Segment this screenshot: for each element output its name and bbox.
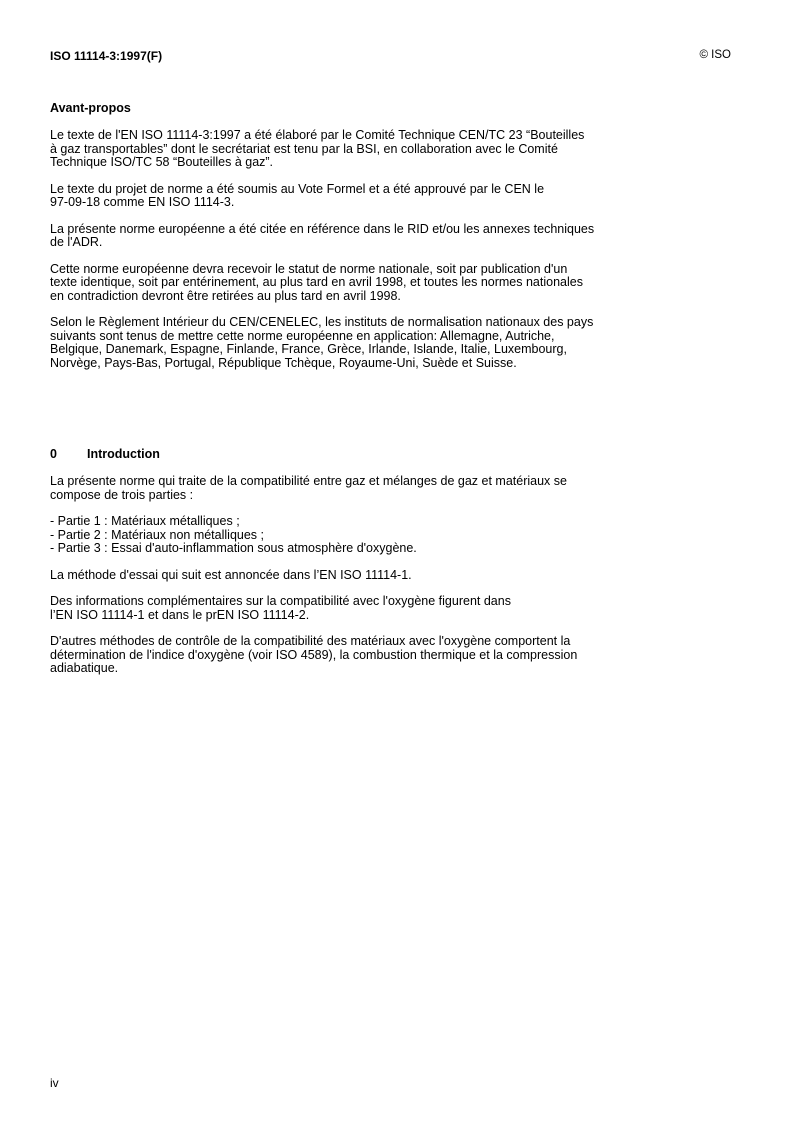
text-line: compose de trois parties :: [50, 487, 194, 502]
text-line: La méthode d'essai qui suit est annoncée dans l’EN ISO 11114-1.: [50, 567, 412, 582]
document-id: ISO 11114-3:1997(F): [50, 49, 163, 63]
text-line: Cette norme européenne devra recevoir le statut de norme nationale, soit par publication d'un: [50, 261, 568, 276]
introduction-paragraph: [50, 475, 750, 502]
text-line: 97-09-18 comme EN ISO 1114-3.: [50, 195, 235, 209]
foreword-paragraph: [50, 316, 750, 370]
text-line: La présente norme qui traite de la compatibilité entre gaz et mélanges de gaz et matériaux se: [50, 474, 567, 488]
text-line: Selon le Règlement Intérieur du CEN/CENELEC, les instituts de normalisation nationaux des pays: [50, 315, 594, 329]
foreword-paragraph: [50, 183, 750, 210]
introduction-heading: [50, 447, 750, 462]
foreword-paragraph: [50, 263, 750, 304]
page-content: [50, 101, 750, 689]
text-line: Des informations complémentaires sur la compatibilité avec l'oxygène figurent dans: [50, 594, 511, 608]
text-line: détermination de l'indice d'oxygène (voir ISO 4589), la combustion thermique et la compression: [50, 647, 578, 662]
text-line: suivants sont tenus de mettre cette norme européenne en application: Allemagne, Autriche,: [50, 328, 555, 343]
introduction-paragraph: [50, 595, 750, 622]
text-line: de l'ADR.: [50, 235, 103, 249]
text-line: à gaz transportables” dont le secrétariat est tenu par la BSI, en collaboration avec le Comité: [50, 141, 558, 156]
section-number: 0: [50, 447, 57, 461]
text-line: D'autres méthodes de contrôle de la compatibilité des matériaux avec l'oxygène comportent la: [50, 634, 571, 648]
copyright-notice: © ISO: [699, 49, 731, 61]
text-line: en contradiction devront être retirées au plus tard en avril 1998.: [50, 288, 401, 303]
foreword-paragraph: [50, 223, 750, 250]
text-line: Belgique, Danemark, Espagne, Finlande, France, Grèce, Irlande, Islande, Italie, Luxembourg,: [50, 342, 567, 356]
foreword-paragraph: [50, 129, 750, 170]
section-title: Introduction: [87, 447, 160, 461]
text-line: texte identique, soit par entérinement, au plus tard en avril 1998, et toutes les normes nationales: [50, 275, 583, 289]
page-number: iv: [50, 1076, 59, 1090]
parts-list: [50, 515, 750, 556]
text-line: l’EN ISO 11114-1 et dans le prEN ISO 11114-2.: [50, 607, 310, 622]
foreword-heading: Avant-propos: [50, 101, 131, 115]
list-item: - Partie 2 : Matériaux non métalliques ;: [50, 527, 264, 542]
text-line: Le texte de l'EN ISO 11114-3:1997 a été élaboré par le Comité Technique CEN/TC 23 “Bouteilles: [50, 128, 585, 142]
text-line: adiabatique.: [50, 661, 119, 675]
introduction-paragraph: [50, 569, 750, 583]
list-item: - Partie 3 : Essai d'auto-inflammation sous atmosphère d'oxygène.: [50, 541, 417, 555]
text-line: Technique ISO/TC 58 “Bouteilles à gaz”.: [50, 155, 274, 169]
text-line: La présente norme européenne a été citée en référence dans le RID et/ou les annexes techniques: [50, 221, 595, 236]
list-item: - Partie 1 : Matériaux métalliques ;: [50, 514, 240, 528]
introduction-paragraph: [50, 635, 750, 676]
text-line: Le texte du projet de norme a été soumis au Vote Formel et a été approuvé par le CEN le: [50, 181, 545, 196]
text-line: Norvège, Pays-Bas, Portugal, République Tchèque, Royaume-Uni, Suède et Suisse.: [50, 355, 517, 370]
